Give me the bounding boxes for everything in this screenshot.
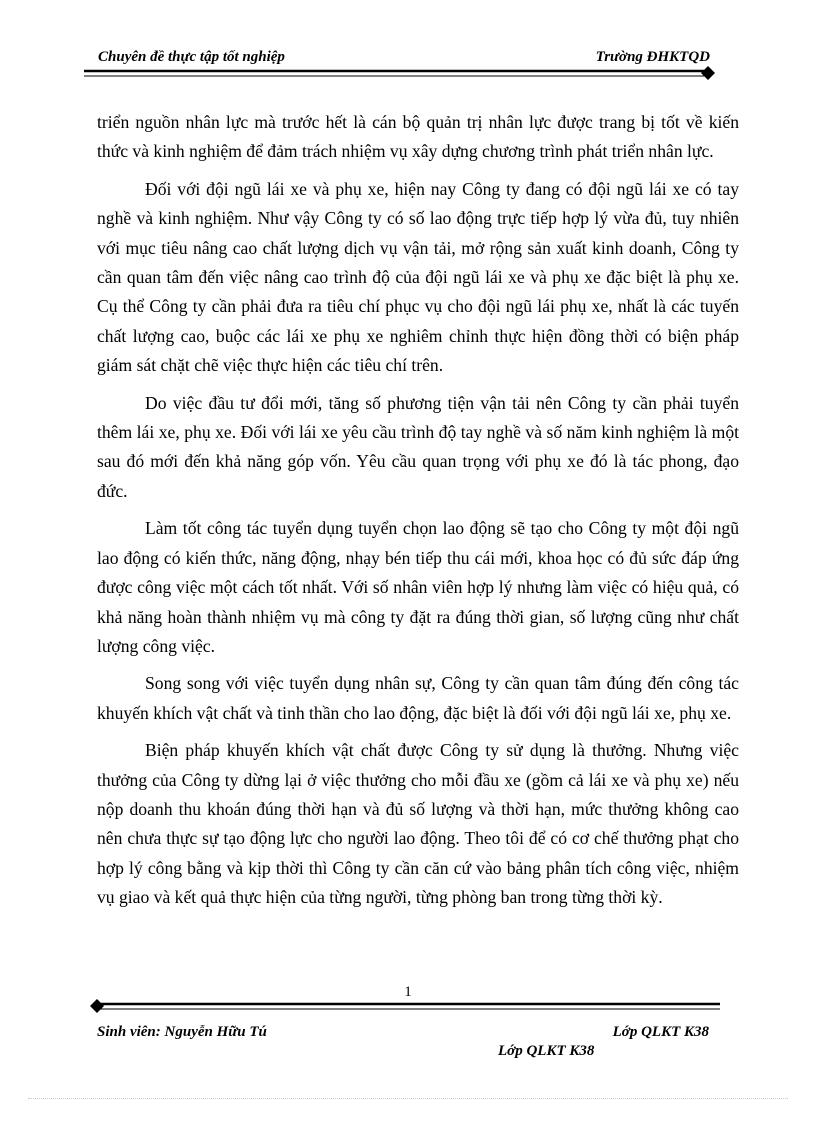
paragraph: triển nguồn nhân lực mà trước hết là cán bộ quản trị nhân lực được trang bị tốt về kiến thức và kinh nghiệm để đảm trách nhiệm vụ xây dựng chương trình phát triển nhân lực. bbox=[97, 112, 739, 162]
diamond-icon bbox=[90, 999, 104, 1013]
page-boundary-line bbox=[28, 1098, 788, 1099]
header-title: Chuyên đề thực tập tốt nghiệp bbox=[98, 49, 285, 65]
footer-rule bbox=[84, 999, 720, 1013]
page-number: 1 bbox=[404, 984, 412, 1000]
diamond-icon bbox=[701, 66, 715, 80]
paragraph: Song song với việc tuyển dụng nhân sự, Công ty cần quan tâm đúng đến công tác khuyến khích vật chất và tinh thần cho lao động, đặc biệt là đối với đội ngũ lái xe, phụ xe. bbox=[97, 673, 739, 723]
paragraph: Biện pháp khuyến khích vật chất được Công ty sử dụng là thưởng. Nhưng việc thưởng của Công ty dừng lại ở việc thưởng cho mỗi đầu xe (gồm cả lái xe và phụ xe) nếu nộp doanh thu khoán đúng thời hạn và đủ số lượng và thời hạn, mức thưởng không cao nên chưa thực sự tạo động lực cho người lao động. Theo tôi để có cơ chế thưởng phạt cho hợp lý công bằng và kịp thời thì Công ty cần căn cứ vào bảng phân tích công việc, nhiệm vụ giao và kết quả thực hiện của từng người, từng phòng ban trong từng thời kỳ. bbox=[97, 740, 739, 908]
footer-class-repeat: Lớp QLKT K38 bbox=[498, 1043, 595, 1059]
header-rule bbox=[84, 66, 720, 80]
footer-class: Lớp QLKT K38 bbox=[612, 1024, 709, 1040]
document-body bbox=[97, 108, 739, 921]
footer-student: Sinh viên: Nguyễn Hữu Tú bbox=[97, 1024, 267, 1040]
paragraph: Do việc đầu tư đổi mới, tăng số phương tiện vận tải nên Công ty cần phải tuyển thêm lái xe, phụ xe. Đối với lái xe yêu cầu trình độ tay nghề và số năm kinh nghiệm là một sau đó mới đến khả năng góp vốn. Yêu cầu quan trọng với phụ xe đó là tác phong, đạo đức. bbox=[97, 392, 739, 501]
page-header bbox=[98, 49, 710, 66]
paragraph: Đối với đội ngũ lái xe và phụ xe, hiện nay Công ty đang có đội ngũ lái xe có tay nghề và kinh nghiệm. Như vậy Công ty có số lao động trực tiếp hợp lý vừa đủ, tuy nhiên với mục tiêu nâng cao chất lượng dịch vụ vận tải, mở rộng sản xuất kinh doanh, Công ty cần quan tâm đến việc nâng cao trình độ của đội ngũ lái xe và phụ xe đặc biệt là phụ xe. Cụ thể Công ty cần phải đưa ra tiêu chí phục vụ cho đội ngũ lái phụ xe, nhất là các tuyến chất lượng cao, buộc các lái xe phụ xe nghiêm chỉnh thực hiện đồng thời có biện pháp giám sát chặt chẽ việc thực hiện các tiêu chí trên. bbox=[97, 178, 739, 376]
paragraph: Làm tốt công tác tuyển dụng tuyển chọn lao động sẽ tạo cho Công ty một đội ngũ lao động có kiến thức, năng động, nhạy bén tiếp thu cái mới, khoa học có đủ sức đáp ứng được công việc một cách tốt nhất. Với số nhân viên hợp lý nhưng làm việc có hiệu quả, có khả năng hoàn thành nhiệm vụ mà công ty đặt ra đúng thời gian, số lượng cũng như chất lượng công việc. bbox=[97, 518, 739, 656]
page-footer bbox=[97, 1024, 709, 1041]
header-school: Trường ĐHKTQD bbox=[595, 49, 710, 65]
